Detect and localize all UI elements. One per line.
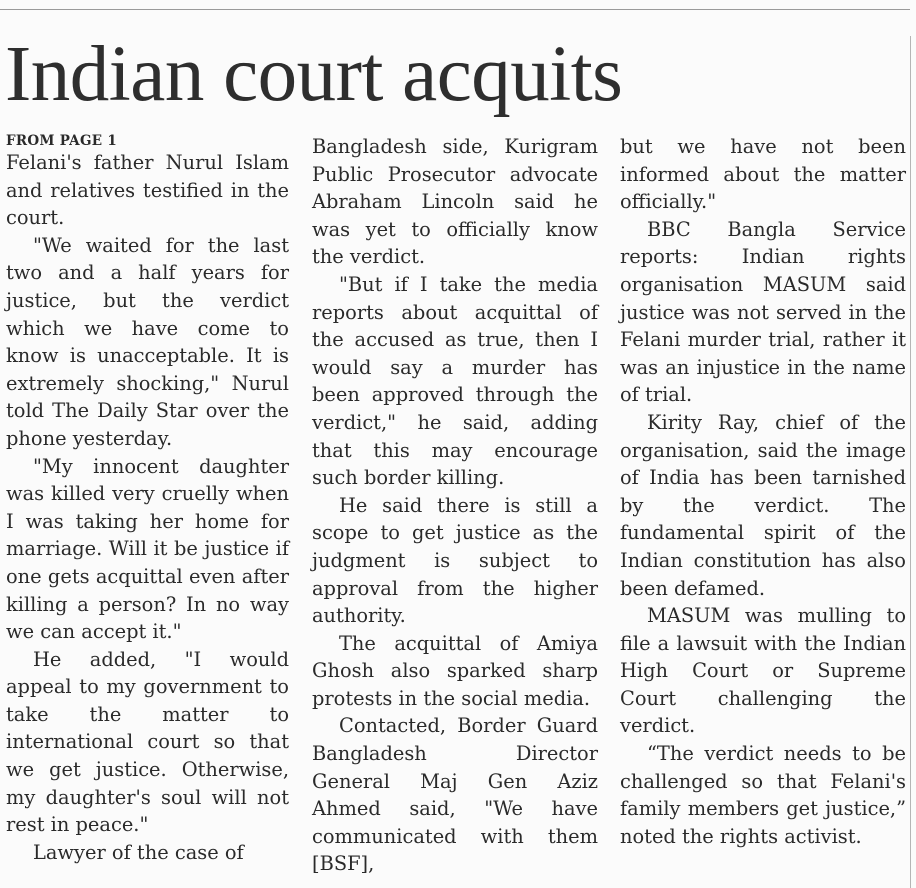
paragraph: Kirity Ray, chief of the organisation, said the image of India has been tarnished by the verdict. The fundamental spirit of the Indian constitution has also been defamed. [620, 410, 906, 600]
article-column-2 [312, 133, 598, 878]
paragraph: "But if I take the media reports about acquittal of the accused as true, then I would say a murder has been approved through the verdict," he said, adding that this may encourage such border killing. [312, 272, 598, 490]
paragraph: He added, "I would appeal to my government to take the matter to international court so that we get justice. Otherwise, my daughter's soul will not rest in peace." [6, 647, 289, 837]
paragraph: Lawyer of the case of [33, 840, 244, 864]
article-column-1 [6, 133, 289, 866]
paragraph: MASUM was mulling to file a lawsuit with the Indian High Court or Supreme Court challenging the verdict. [620, 604, 906, 738]
headline: Indian court acquits [5, 31, 623, 118]
paragraph: Felani's father Nurul Islam and relatives testified in the court. [6, 151, 289, 230]
paragraph: BBC Bangla Service reports: Indian rights organisation MASUM said justice was not served in the Felani murder trial, rather it was an injustice in the name of trial. [620, 217, 906, 407]
paragraph: Bangladesh side, Kurigram Public Prosecutor advocate Abraham Lincoln said he was yet to officially know the verdict. [312, 135, 598, 269]
top-rule [0, 9, 910, 10]
right-edge-rule [910, 36, 911, 888]
paragraph: “The verdict needs to be challenged so that Felani's family members get justice,” noted the rights activist. [620, 742, 906, 848]
paragraph: Contacted, Border Guard Bangladesh Director General Maj Gen Aziz Ahmed said, "We have communicated with them [BSF], [312, 714, 598, 876]
paragraph: He said there is still a scope to get justice as the judgment is subject to approval from the higher authority. [312, 493, 598, 628]
paragraph: "My innocent daughter was killed very cruelly when I was taking her home for marriage. Will it be justice if one gets acquittal even after killing a person? In no way we can accept it." [6, 454, 289, 644]
paragraph: The acquittal of Amiya Ghosh also sparked sharp protests in the social media. [312, 631, 598, 710]
article-column-3 [620, 133, 906, 850]
paragraph: "We waited for the last two and a half years for justice, but the verdict which we have come to know is unacceptable. It is extremely shocking," Nurul told The Daily Star over the phone yesterday. [6, 233, 289, 450]
kicker-from-page-1: FROM PAGE 1 [6, 133, 118, 149]
paragraph: but we have not been informed about the matter officially." [620, 135, 906, 214]
